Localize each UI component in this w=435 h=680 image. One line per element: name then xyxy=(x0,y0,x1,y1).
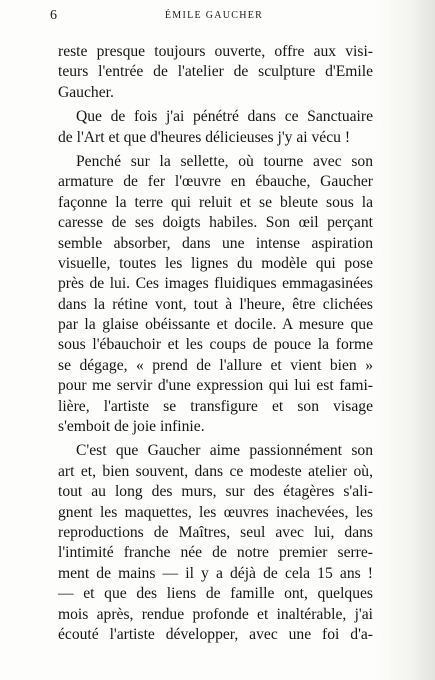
text-line: mois après, rendue profonde et inaltérable, j'ai xyxy=(58,605,373,623)
text-line: l'intimité franche née de notre premier serre- xyxy=(58,544,373,562)
text-line: ment de mains — il y a déjà de cela 15 ans ! xyxy=(58,564,373,582)
text-line: se dégage, « prend de l'allure et vient bien » xyxy=(58,356,373,374)
text-line: — et que des liens de famille ont, quelques xyxy=(58,585,373,603)
text-line: gnent les maquettes, les œuvres inachevées, les xyxy=(58,503,373,521)
text-line: Penché sur la sellette, où tourne avec son xyxy=(76,152,373,170)
body-text xyxy=(58,42,373,645)
paragraph xyxy=(58,107,373,148)
text-line: de l'Art et que d'heures délicieuses j'y ai vécu ! xyxy=(58,128,351,146)
text-line: pour me servir d'une expression qui lui est fami- xyxy=(58,377,373,395)
text-line: armature de fer l'œuvre en ébauche, Gaucher xyxy=(58,173,373,191)
text-line: teurs l'entrée de l'atelier de sculpture d'Emile xyxy=(58,63,373,81)
text-line: tout au long des murs, sur des étagères s'ali- xyxy=(58,483,373,501)
text-line: dans la rétine vont, tout à l'heure, être clichées xyxy=(58,295,373,313)
text-line: visuelle, toutes les lignes du modèle qui pose xyxy=(58,254,373,272)
text-line: semble absorber, dans une intense aspiration xyxy=(58,234,373,252)
text-line: Gaucher. xyxy=(58,83,114,101)
paragraph xyxy=(58,152,373,437)
text-line: Que de fois j'ai pénétré dans ce Sanctuaire xyxy=(76,108,373,126)
running-title: ÉMILE GAUCHER xyxy=(164,10,264,21)
text-line: par la glaise obéissante et docile. A mesure que xyxy=(58,316,373,334)
page-number: 6 xyxy=(50,8,57,23)
text-line: écouté l'artiste développer, avec une foi d'a- xyxy=(58,625,373,643)
text-line: reste presque toujours ouverte, offre aux visi- xyxy=(58,43,373,60)
text-line: sous l'ébauchoir et les coups de pouce la forme xyxy=(58,336,373,354)
gutter-shadow xyxy=(375,0,435,680)
text-line: s'emboit de joie infinie. xyxy=(58,418,205,436)
text-line: façonne la terre qui reluit et se bleute sous la xyxy=(58,193,373,211)
text-line: reproductions de Maîtres, seul avec lui, dans xyxy=(58,523,373,541)
running-head xyxy=(50,8,378,26)
text-line: près de lui. Ces images fluidiques emmagasinées xyxy=(58,275,373,293)
paragraph xyxy=(58,441,373,645)
text-line: caresse de ses doigts habiles. Son œil perçant xyxy=(58,214,373,232)
text-line: C'est que Gaucher aime passionnément son xyxy=(76,442,373,460)
text-line: lière, l'artiste se transfigure et son visage xyxy=(58,397,373,415)
text-line: art et, bien souvent, dans ce modeste atelier où, xyxy=(58,462,373,480)
paragraph xyxy=(58,42,373,103)
